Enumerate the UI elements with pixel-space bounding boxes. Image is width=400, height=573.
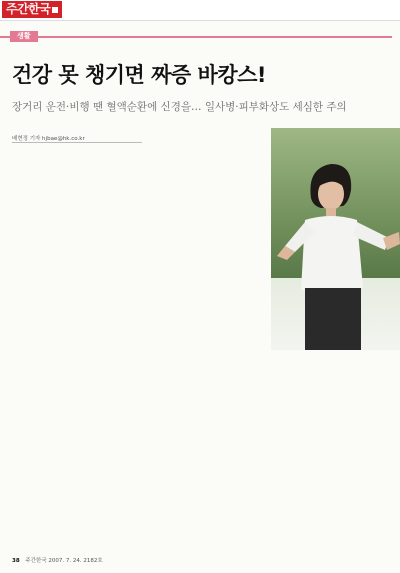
article-byline: 배현정 기자 hjbae@hk.co.kr	[12, 136, 85, 142]
page-number: 38	[12, 558, 20, 564]
article-subtitle: 장거리 운전·비행 땐 혈액순환에 신경을… 일사병·피부화상도 세심한 주의	[12, 101, 347, 113]
magazine-logo: 주간한국	[2, 1, 62, 18]
section-header	[0, 32, 400, 42]
article-column-1	[12, 146, 142, 542]
section-rule	[0, 36, 392, 38]
article-photo	[271, 128, 400, 350]
article-column-3	[274, 352, 388, 542]
issue-info: 주간한국 2007. 7. 24. 2182호	[25, 558, 103, 564]
man-stretching-illustration	[271, 128, 400, 350]
article-headline: 건강 못 챙기면 짜증 바캉스!	[12, 63, 266, 87]
byline-divider	[12, 142, 142, 143]
masthead	[0, 0, 400, 21]
section-tag: 생활	[10, 31, 38, 42]
logo-square-icon	[52, 7, 58, 13]
article-column-2	[151, 136, 265, 541]
page-footer	[12, 556, 103, 564]
